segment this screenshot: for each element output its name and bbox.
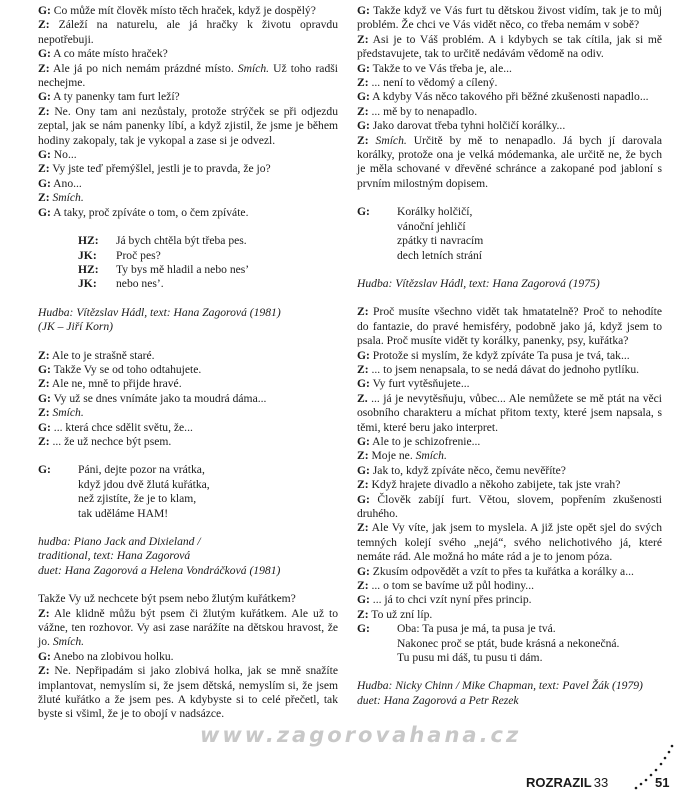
lyric-line: [78, 277, 338, 291]
lyric-line: Tu pusu mi dáš, tu pusu ti dám.: [397, 651, 543, 665]
speaker-label: Z:: [38, 104, 50, 118]
speaker-label: Z:: [357, 362, 369, 376]
dialogue-line: [38, 363, 338, 377]
line-text: Ne. Nepřipadám si jako zlobivá holka, jak se mně snažíte implantovat, nemyslím si, že jsem dětská, nemyslím si, že jsem žluté kuřátko a že jsem pes. A kdybyste si to celé přečetl, tak byste si všiml, že je to obojí v nadsázce.: [38, 664, 338, 721]
speaker-label: G:: [357, 61, 370, 75]
line-text: Člověk zabíjí furt. Větou, slovem, popřením zkušenosti druhého.: [357, 492, 663, 520]
dialogue-line: [357, 62, 662, 76]
speaker-label: G:: [357, 90, 370, 104]
dotted-arc-decoration: [628, 742, 678, 792]
dialogue-line: [357, 521, 662, 564]
stage-direction: Smích.: [237, 61, 270, 75]
dialogue-line: [38, 406, 338, 420]
speaker-label: Z:: [38, 606, 50, 620]
line-text: Moje ne.: [371, 449, 413, 463]
speaker-label: G:: [38, 205, 51, 219]
speaker-label: G:: [357, 463, 370, 477]
line-text: Proč musíte všechno vidět tak hmatatelně? Proč to nehodíte do fantazie, do pravé hemisféry, podobně jako já, když jsem to psala. Proč musíte vidět ty korálky, panenky, psy, kuřátka?: [357, 305, 662, 348]
speaker-label: Z:: [357, 104, 369, 118]
dialogue-line: [357, 464, 662, 478]
dialogue-line: [357, 76, 662, 90]
line-text: Záleží na naturelu, ale já hračky k životu opravdu nepotřebuji.: [38, 18, 338, 46]
speaker-label: Z:: [38, 406, 50, 420]
speaker-label: G:: [357, 4, 370, 17]
line-text: ... to jsem nenapsala, to se nedá dávat do jednoho pytlíku.: [371, 362, 640, 376]
dialogue-line: [38, 421, 338, 435]
dialogue-line: [38, 191, 338, 205]
lyric-line: dech letních strání: [397, 248, 482, 262]
song-credit: duet: Hana Zagorová a Petr Rezek: [357, 693, 519, 707]
speaker-label: G:: [357, 593, 370, 607]
dialogue-line: [357, 4, 662, 33]
lyric-line: [78, 249, 338, 263]
speaker-label: HZ:: [78, 234, 99, 248]
dialogue-line: [38, 18, 338, 47]
dialogue-line: [38, 162, 338, 176]
song-credit: Hudba: Vítězslav Hádl, text: Hana Zagorová (1981): [38, 305, 281, 319]
line-text: Když hrajete divadlo a někoho zabijete, tak jste vrah?: [371, 478, 621, 492]
line-text: Ty bys mě hladil a nebo nes’: [116, 262, 250, 276]
stage-direction: Smích.: [52, 635, 85, 649]
speaker-label: G:: [357, 492, 370, 506]
dialogue-line: [38, 377, 338, 391]
lyric-line: vánoční jehličí: [397, 219, 466, 233]
dialogue-line: [357, 435, 662, 449]
dialogue-line: [38, 607, 338, 650]
dialogue-line: [38, 664, 338, 722]
line-text: No...: [53, 148, 77, 162]
line-text: A co máte místo hraček?: [53, 47, 168, 61]
line-text: Už toho radši nechejme.: [38, 61, 338, 90]
speaker-label: G:: [357, 564, 370, 578]
speaker-label: JK:: [78, 277, 97, 291]
page-number: 51: [655, 775, 670, 790]
song-credit: duet: Hana Zagorová a Helena Vondráčková (1981): [38, 563, 281, 577]
line-text: Ale to je schizofrenie...: [372, 434, 481, 448]
dialogue-line: [357, 579, 662, 593]
dialogue-line: [38, 349, 338, 363]
dialogue-line: [38, 148, 338, 162]
dialogue-line: [357, 377, 662, 391]
line-text: ... která chce sdělit světu, že...: [53, 420, 193, 434]
line-text: Jako darovat třeba tyhni holčičí korálky...: [372, 119, 566, 133]
speaker-label: Z:: [38, 348, 50, 362]
dialogue-line: [38, 650, 338, 664]
line-text: A kdyby Vás něco takového při běžné zkušenosti napadlo...: [372, 90, 649, 104]
speaker-label: Z:: [357, 579, 369, 593]
dialogue-line: [357, 119, 662, 133]
dialogue-line: [38, 62, 338, 91]
lyric-dialogue: [38, 234, 338, 292]
line-text: Vy furt vytěsňujete...: [372, 377, 470, 391]
song-credit: (JK – Jiří Korn): [38, 320, 114, 334]
lyric-lines: [397, 205, 483, 263]
speaker-label: Z:: [357, 32, 369, 46]
speaker-label: G:: [38, 420, 51, 434]
speaker-label: Z:: [38, 377, 50, 391]
stage-direction: Smích.: [52, 191, 84, 205]
dialogue-line: [357, 305, 662, 348]
speaker-label: G:: [357, 119, 370, 133]
song-credit: Hudba: Vítězslav Hádl, text: Hana Zagorová (1975): [357, 276, 600, 290]
speaker-label: G:: [38, 4, 51, 17]
dialogue-line: [357, 134, 662, 192]
line-text: A taky, proč zpíváte o tom, o čem zpíváte.: [53, 205, 249, 219]
speaker-label: G:: [38, 463, 51, 477]
line-text: ... o tom se bavíme už půl hodiny...: [371, 579, 535, 593]
line-text: To už zní líp.: [371, 607, 433, 621]
line-text: Ale Vy víte, jak jsem to myslela. A již jste opět sjel do svých temných kolejí svého „nejá“, svého nelichotivého já, které nemáte rád. Ale možná ho máte rád a je to jenom póza.: [357, 521, 662, 564]
lyric-line: Páni, dejte pozor na vrátka,: [78, 463, 205, 477]
line-text: Takže to ve Vás třeba je, ale...: [372, 61, 512, 75]
lyric-line: když jdou dvě žlutá kuřátka,: [78, 477, 210, 491]
speaker-label: Z:: [38, 434, 50, 448]
lyric-line: Oba: Ta pusa je má, ta pusa je tvá.: [397, 622, 556, 636]
speaker-label: Z:: [38, 61, 50, 75]
lyric-line: [78, 263, 338, 277]
dialogue-line: [38, 206, 338, 220]
speaker-label: G:: [38, 148, 51, 162]
song-lyrics: [357, 205, 662, 263]
line-text: A ty panenky tam furt leží?: [53, 90, 180, 104]
dialogue-line: [357, 90, 662, 104]
magazine-footer: [526, 776, 608, 790]
dialogue-line: [357, 493, 662, 522]
line-text: Ale já po nich nemám prázdné místo.: [53, 61, 234, 75]
line-text: nebo nes’.: [116, 277, 164, 291]
song-credit: Hudba: Nicky Chinn / Mike Chapman, text: Pavel Žák (1979): [357, 679, 643, 693]
speaker-label: Z.: [357, 391, 368, 405]
line-text: Ale to je strašně staré.: [51, 348, 155, 362]
lyric-lines: [78, 463, 210, 521]
dialogue-line: [357, 608, 662, 622]
dialogue-line: [38, 177, 338, 191]
speaker-label: G:: [357, 377, 370, 391]
speaker-label: G:: [357, 622, 370, 636]
line-text: Jak to, když zpíváte něco, čemu nevěříte?: [372, 463, 566, 477]
line-text: Anebo na zlobivou holku.: [53, 649, 174, 663]
stage-direction: Smích.: [52, 406, 84, 420]
dialogue-line: [357, 449, 662, 463]
lyric-lines: [397, 622, 619, 665]
watermark: www.zagorovahana.cz: [200, 723, 522, 747]
speaker-label: HZ:: [78, 262, 99, 276]
lyric-line: tak uděláme HAM!: [78, 506, 169, 520]
dialogue-line: [357, 33, 662, 62]
dialogue-line: [38, 90, 338, 104]
speaker-label: G:: [38, 649, 51, 663]
speaker-label: G:: [357, 434, 370, 448]
line-text: Ne. Ony tam ani nezůstaly, protože strýček se při odjezdu zeptal, jak se nám panenky líbí, a když zjistil, že jsme je během hodiny zakopaly, tak je vykopal a zase si je odvezl.: [38, 104, 338, 147]
lyric-line: zpátky ti navracím: [397, 234, 484, 248]
line-text: Já bych chtěla být třeba pes.: [116, 234, 247, 248]
lyric-line: Korálky holčičí,: [397, 205, 473, 219]
song-credit: hudba: Piano Jack and Dixieland /: [38, 535, 201, 548]
lyric-line: než zjistíte, že je to klam,: [78, 492, 197, 506]
song-credit: traditional, text: Hana Zagorová: [38, 549, 191, 563]
line-text: Zkusím odpovědět a vzít to přes ta kuřátka a korálky a...: [372, 564, 634, 578]
speaker-label: Z:: [38, 664, 50, 678]
speaker-label: Z:: [357, 133, 369, 147]
speaker-label: G:: [38, 176, 51, 190]
line-text: Ale ne, mně to přijde hravé.: [51, 377, 182, 391]
left-column: [38, 4, 338, 722]
line-text: Vy už se dnes vnímáte jako ta moudrá dáma...: [53, 391, 267, 405]
line-text: Takže Vy se od toho odtahujete.: [53, 362, 202, 376]
line-text: ... není to vědomý a cílený.: [371, 76, 498, 90]
line-text: Protože si myslím, že když zpíváte Ta pusa je tvá, tak...: [372, 348, 630, 362]
speaker-label: G:: [38, 391, 51, 405]
line-text: ... já je nevytěsňuju, vůbec... Ale nemůžete se mě ptát na věci osobního charakteru a míchat přitom texty, které jsem napsala, s těmi, které beru jako interpret.: [357, 391, 663, 434]
dialogue-line: [38, 105, 338, 148]
line-text: Ano...: [53, 176, 82, 190]
issue-number: 33: [593, 775, 609, 790]
speaker-label: Z:: [357, 76, 369, 90]
stage-direction: Smích.: [375, 133, 407, 147]
line-text: Ale klidně můžu být psem či žlutým kuřátkem. Ale už to vážne, ten rozhovor. Vy asi zase narážíte na dětskou hravost, že jo.: [38, 606, 338, 649]
line-text: ... že už nechce být psem.: [52, 434, 172, 448]
speaker-label: Z:: [38, 18, 50, 32]
speaker-label: G:: [38, 47, 51, 61]
dialogue-line: [38, 435, 338, 449]
speaker-label: Z:: [357, 607, 369, 621]
speaker-label: Z:: [357, 478, 369, 492]
dialogue-line: [357, 593, 662, 607]
dialogue-line: [38, 392, 338, 406]
speaker-label: Z:: [357, 521, 369, 535]
speaker-label: JK:: [78, 248, 97, 262]
dialogue-line: [357, 392, 662, 435]
dialogue-line: [357, 565, 662, 579]
line-text: Určitě by mě to nenapadlo. Já bych jí darovala korálky, protože ona je velká módemanka, ale určitě ne, že bych je měla schované v dřevěné schránce a zakopané pod jabloní s prvním milostným dopisem.: [357, 133, 662, 190]
line-text: Co může mít člověk místo těch hraček, když je dospělý?: [53, 4, 316, 17]
lyric-line: Nakonec proč se ptát, bude krásná a nekonečná.: [397, 636, 620, 650]
dialogue-line: [357, 478, 662, 492]
magazine-name: ROZRAZIL: [526, 775, 592, 790]
line-text: Vy jste teď přemýšlel, jestli je to pravda, že jo?: [52, 162, 271, 176]
speaker-label: Z:: [38, 162, 50, 176]
dialogue-line: [38, 4, 338, 18]
lyric-line: [78, 234, 338, 248]
speaker-label: G:: [38, 90, 51, 104]
speaker-label: G:: [38, 362, 51, 376]
dialogue-line: [357, 105, 662, 119]
song-lyrics: [38, 463, 338, 521]
line-text: Proč pes?: [116, 248, 161, 262]
stage-direction: Smích.: [415, 449, 447, 463]
line-text: Takže když ve Vás furt tu dětskou živost vidím, tak je to můj problém. Že chci ve Vás vidět něco, co třeba nemám v sobě?: [357, 4, 662, 32]
line-text: ... já to chci vzít nyní přes princip.: [372, 593, 532, 607]
speaker-label: G:: [357, 348, 370, 362]
dialogue-line: [357, 363, 662, 377]
speaker-label: Z:: [357, 305, 369, 319]
line-text: Asi je to Váš problém. A i kdybych se tak cítila, jak si mě představujete, tak to určitě nedávám vědomě na odiv.: [357, 32, 662, 61]
song-lyrics: [357, 622, 662, 665]
question-text: Takže Vy už nechcete být psem nebo žlutým kuřátkem?: [38, 592, 296, 606]
dialogue-line: [38, 47, 338, 61]
line-text: ... mě by to nenapadlo.: [371, 104, 478, 118]
dialogue-line: [357, 349, 662, 363]
speaker-label: Z:: [357, 449, 369, 463]
right-column: [357, 4, 662, 708]
speaker-label: Z:: [38, 191, 50, 205]
speaker-label: G:: [357, 205, 370, 219]
